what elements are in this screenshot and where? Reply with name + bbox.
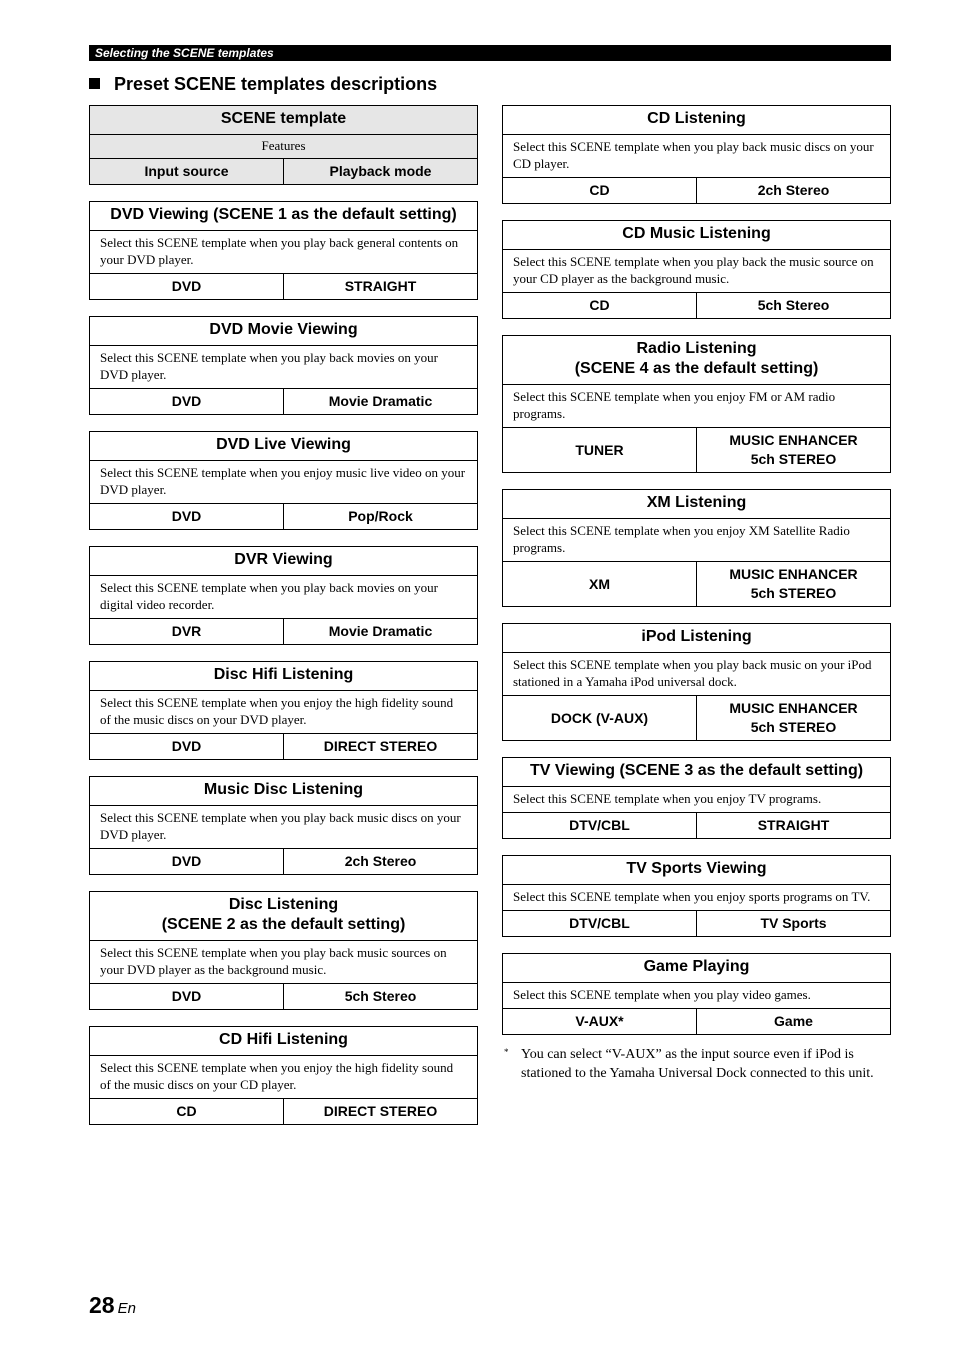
page-number-value: 28 — [89, 1292, 115, 1318]
scene-template-settings-row — [503, 911, 890, 936]
scene-template-box — [502, 623, 891, 741]
input-source-cell: TUNER — [503, 428, 697, 472]
box-spacer — [502, 607, 891, 623]
scene-template-description: Select this SCENE template when you play back movies on your DVD player. — [90, 346, 477, 389]
square-bullet-icon — [89, 78, 100, 89]
playback-mode-cell: Movie Dramatic — [328, 393, 433, 409]
input-source-cell: CD — [503, 293, 697, 318]
page-language: En — [117, 1300, 136, 1317]
scene-template-title: Music Disc Listening — [90, 777, 477, 806]
scene-template-settings-row — [503, 293, 890, 318]
playback-mode-cell: MUSIC ENHANCER 5ch STEREO — [729, 566, 858, 601]
left-template-list — [89, 185, 478, 1125]
box-spacer — [89, 760, 478, 776]
scene-template-settings-row — [503, 696, 890, 740]
box-spacer — [89, 875, 478, 891]
scene-template-description: Select this SCENE template when you enjoy music live video on your DVD player. — [90, 461, 477, 504]
section-title — [89, 74, 437, 95]
scene-template-box — [89, 776, 478, 875]
scene-template-box — [502, 757, 891, 839]
box-spacer — [502, 204, 891, 220]
scene-template-title: CD Listening — [503, 106, 890, 135]
box-spacer — [502, 319, 891, 335]
box-spacer — [89, 185, 478, 201]
page-number — [89, 1292, 136, 1319]
scene-template-description: Select this SCENE template when you play back music sources on your DVD player as the background music. — [90, 941, 477, 984]
scene-template-description: Select this SCENE template when you play back music discs on your DVD player. — [90, 806, 477, 849]
footnote-mark: * — [504, 1047, 509, 1057]
input-source-cell: CD — [503, 178, 697, 203]
playback-mode-cell: DIRECT STEREO — [323, 738, 438, 754]
right-column — [502, 105, 891, 1083]
box-spacer — [89, 1010, 478, 1026]
footnote — [502, 1045, 891, 1083]
box-spacer — [502, 839, 891, 855]
input-source-cell: DVD — [90, 274, 284, 299]
input-source-cell: DTV/CBL — [503, 911, 697, 936]
playback-mode-cell: Pop/Rock — [348, 508, 413, 524]
legend-box — [89, 105, 478, 185]
scene-template-settings-row — [90, 274, 477, 299]
legend-input-label: Input source — [90, 159, 284, 184]
scene-template-box — [502, 953, 891, 1035]
playback-mode-cell: DIRECT STEREO — [323, 1103, 438, 1119]
scene-template-description: Select this SCENE template when you enjoy TV programs. — [503, 787, 890, 813]
scene-template-title: TV Viewing (SCENE 3 as the default setting) — [503, 758, 890, 787]
scene-template-settings-row — [503, 1009, 890, 1034]
legend-mode-label: Playback mode — [329, 163, 432, 179]
scene-template-title: iPod Listening — [503, 624, 890, 653]
box-spacer — [89, 530, 478, 546]
scene-template-description: Select this SCENE template when you enjoy FM or AM radio programs. — [503, 385, 890, 428]
scene-template-settings-row — [90, 734, 477, 759]
input-source-cell: DVD — [90, 504, 284, 529]
scene-template-title: Radio Listening (SCENE 4 as the default setting) — [503, 336, 890, 385]
scene-template-title: DVD Movie Viewing — [90, 317, 477, 346]
scene-template-title: DVD Viewing (SCENE 1 as the default setting) — [90, 202, 477, 231]
input-source-cell: DVD — [90, 849, 284, 874]
scene-template-box — [502, 335, 891, 473]
scene-template-description: Select this SCENE template when you enjoy the high fidelity sound of the music discs on your DVD player. — [90, 691, 477, 734]
playback-mode-cell: 2ch Stereo — [757, 182, 830, 198]
scene-template-title: Disc Hifi Listening — [90, 662, 477, 691]
left-column — [89, 105, 478, 1125]
scene-template-title: CD Hifi Listening — [90, 1027, 477, 1056]
box-spacer — [89, 645, 478, 661]
box-spacer — [502, 741, 891, 757]
scene-template-settings-row — [90, 619, 477, 644]
scene-template-description: Select this SCENE template when you play back the music source on your CD player as the background music. — [503, 250, 890, 293]
scene-template-settings-row — [90, 984, 477, 1009]
running-header-bar — [89, 45, 891, 61]
scene-template-title: CD Music Listening — [503, 221, 890, 250]
scene-template-settings-row — [503, 562, 890, 606]
scene-template-box — [89, 1026, 478, 1125]
box-spacer — [502, 473, 891, 489]
scene-template-settings-row — [90, 1099, 477, 1124]
scene-template-settings-row — [90, 389, 477, 414]
input-source-cell: DVR — [90, 619, 284, 644]
playback-mode-cell: STRAIGHT — [344, 278, 417, 294]
playback-mode-cell: 5ch Stereo — [344, 988, 417, 1004]
playback-mode-cell: TV Sports — [760, 915, 827, 931]
input-source-cell: DVD — [90, 734, 284, 759]
scene-template-box — [89, 316, 478, 415]
scene-template-title: XM Listening — [503, 490, 890, 519]
scene-template-box — [89, 546, 478, 645]
scene-template-box — [502, 105, 891, 204]
box-spacer — [502, 937, 891, 953]
box-spacer — [89, 415, 478, 431]
scene-template-box — [502, 220, 891, 319]
scene-template-settings-row — [90, 504, 477, 529]
input-source-cell: DOCK (V-AUX) — [503, 696, 697, 740]
scene-template-settings-row — [90, 849, 477, 874]
right-template-list — [502, 105, 891, 1035]
scene-template-description: Select this SCENE template when you play back music on your iPod stationed in a Yamaha iPod universal dock. — [503, 653, 890, 696]
scene-template-box — [89, 431, 478, 530]
scene-template-box — [89, 661, 478, 760]
scene-template-title: Game Playing — [503, 954, 890, 983]
input-source-cell: DVD — [90, 389, 284, 414]
scene-template-description: Select this SCENE template when you play video games. — [503, 983, 890, 1009]
scene-template-box — [89, 891, 478, 1010]
footnote-text: You can select “V-AUX” as the input source even if iPod is stationed to the Yamaha Universal Dock connected to this unit. — [521, 1047, 874, 1081]
playback-mode-cell: 5ch Stereo — [757, 297, 830, 313]
scene-template-settings-row — [503, 178, 890, 203]
scene-template-description: Select this SCENE template when you play back movies on your digital video recorder. — [90, 576, 477, 619]
running-header-title: Selecting the SCENE templates — [95, 46, 274, 60]
playback-mode-cell: 2ch Stereo — [344, 853, 417, 869]
playback-mode-cell: Movie Dramatic — [328, 623, 433, 639]
input-source-cell: CD — [90, 1099, 284, 1124]
section-title-text: Preset SCENE templates descriptions — [114, 74, 438, 94]
scene-template-box — [502, 489, 891, 607]
scene-template-description: Select this SCENE template when you enjoy the high fidelity sound of the music discs on your CD player. — [90, 1056, 477, 1099]
legend-title: SCENE template — [90, 106, 477, 135]
scene-template-settings-row — [503, 428, 890, 472]
input-source-cell: V-AUX* — [503, 1009, 697, 1034]
scene-template-title: TV Sports Viewing — [503, 856, 890, 885]
scene-template-box — [502, 855, 891, 937]
playback-mode-cell: MUSIC ENHANCER 5ch STEREO — [729, 700, 858, 735]
legend-row — [90, 159, 477, 184]
scene-template-box — [89, 201, 478, 300]
scene-template-title: DVR Viewing — [90, 547, 477, 576]
input-source-cell: XM — [503, 562, 697, 606]
scene-template-description: Select this SCENE template when you play back music discs on your CD player. — [503, 135, 890, 178]
scene-template-description: Select this SCENE template when you enjoy XM Satellite Radio programs. — [503, 519, 890, 562]
scene-template-description: Select this SCENE template when you enjoy sports programs on TV. — [503, 885, 890, 911]
playback-mode-cell: STRAIGHT — [757, 817, 830, 833]
legend-features: Features — [90, 135, 477, 159]
scene-template-title: Disc Listening (SCENE 2 as the default setting) — [90, 892, 477, 941]
playback-mode-cell: Game — [774, 1013, 813, 1029]
box-spacer — [89, 300, 478, 316]
input-source-cell: DTV/CBL — [503, 813, 697, 838]
scene-template-description: Select this SCENE template when you play back general contents on your DVD player. — [90, 231, 477, 274]
playback-mode-cell: MUSIC ENHANCER 5ch STEREO — [729, 432, 858, 467]
input-source-cell: DVD — [90, 984, 284, 1009]
scene-template-settings-row — [503, 813, 890, 838]
scene-template-title: DVD Live Viewing — [90, 432, 477, 461]
